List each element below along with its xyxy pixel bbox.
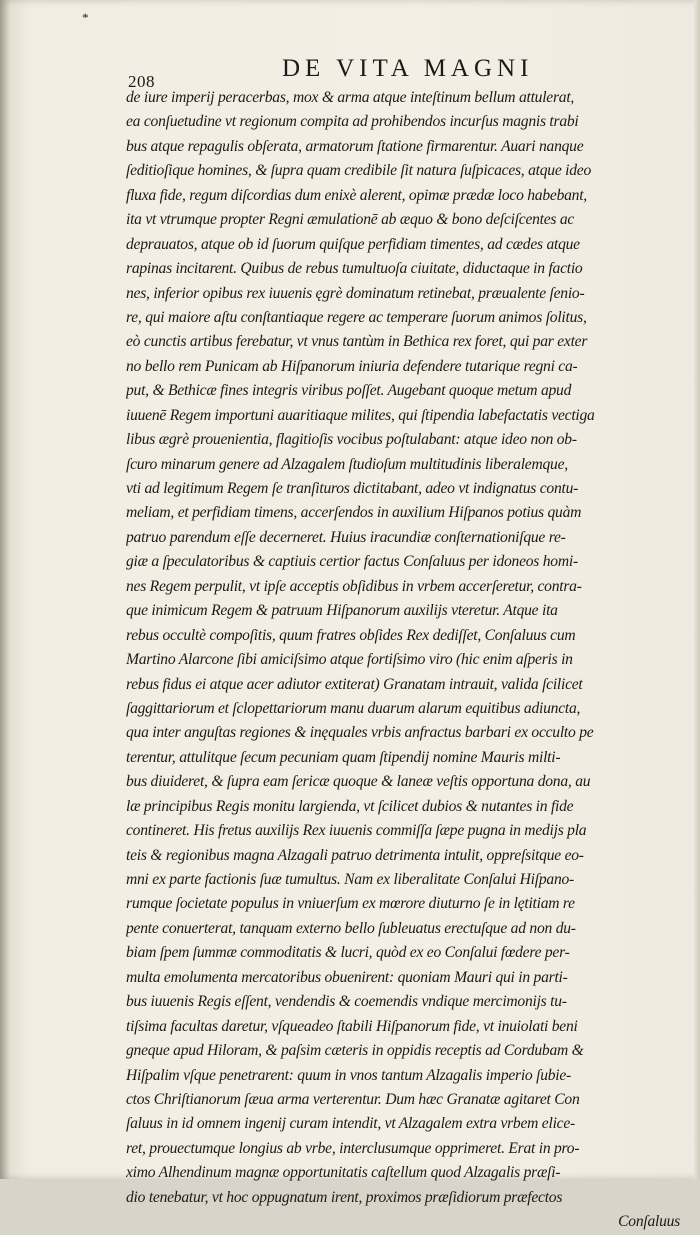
page-number: 208 <box>128 72 155 91</box>
running-head: DE VITA MAGNI <box>282 55 534 82</box>
text-line: fluxa fide, regum diſcordias dum enixè alerent, opimæ prædæ loco habebant, <box>126 186 587 204</box>
text-line: ea conſuetudine vt regionum compita ad prohibendos incurſus magnis trabi <box>126 113 579 131</box>
text-line: put, & Bethicæ fines integris viribus poſſet. Augebant quoque metum apud <box>126 382 572 400</box>
text-line: ſaggittariorum et ſclopettariorum manu duarum alarum equitibus adiuncta, <box>126 699 581 717</box>
text-line: eò cunctis artibus ferebatur, vt vnus tantùm in Bethica rex foret, qui par exter <box>126 333 588 351</box>
text-line: rapinas incitarent. Quibus de rebus tumultuoſa ciuitate, diductaque in factio <box>126 260 583 278</box>
text-line: ret, prouectumque longius ab vrbe, interclusumque opprimeret. Erat in pro- <box>126 1139 580 1157</box>
body-text <box>126 86 686 1235</box>
text-line: læ principibus Regis monitu largienda, vt ſcilicet dubios & nutantes in fide <box>126 797 574 815</box>
text-line: pente conuerterat, tanquam externo bello ſubleuatus erectuſque ad non du- <box>126 919 576 937</box>
text-line: patruo parendum eſſe decerneret. Huius iracundiæ conſternationiſque re- <box>126 528 566 546</box>
text-line: no bello rem Punicam ab Hiſpanorum iniuria defendere tutarique regni ca- <box>126 357 578 375</box>
text-line: iuuenē Regem importuni auaritiaque milites, qui ſtipendia labefactatis vectiga <box>126 406 595 424</box>
text-line: Hiſpalim vſque penetrarent: quum in vnos tantum Alzagalis imperio ſubie- <box>126 1066 572 1084</box>
text-line: ſcuro minarum genere ad Alzagalem ſtudioſum multitudinis liberalemque, <box>126 455 568 473</box>
text-line: meliam, et perfidiam timens, accerſendos in auxilium Hiſpanos potius quàm <box>126 504 582 522</box>
text-line: ctos Chriſtianorum ſæua arma verterentur. Dum hæc Granatæ agitaret Con <box>126 1090 580 1108</box>
text-line: ſeditioſique homines, & ſupra quam credibile ſit natura ſuſpicaces, atque ideo <box>126 162 591 180</box>
text-line: biam ſpem ſummæ commoditatis & lucri, quòd ex eo Conſalui fœdere per- <box>126 944 570 962</box>
corner-ornament: * <box>82 10 89 25</box>
text-line: giæ a ſpeculatoribus & captiuis certior factus Conſaluus per idoneos homi- <box>126 553 578 571</box>
text-line: ita vt vtrumque propter Regni æmulationē ab æquo & bono deſciſcentes ac <box>126 211 575 229</box>
text-line: re, qui maiore aſtu conſtantiaque regere ac temperare ſuorum animos ſolitus, <box>126 308 587 326</box>
text-line: vti ad legitimum Regem ſe tranſituros dictitabant, adeo vt indignatus contu- <box>126 480 579 497</box>
text-line: ſaluus in id omnem ingenij curam intendit, vt Alzagalem extra vrbem elice- <box>126 1115 575 1133</box>
text-line: rumque ſocietate populus in vniuerſum ex mœrore diuturno ſe in lętitiam re <box>126 895 575 913</box>
text-line: multa emolumenta mercatoribus obuenirent: quoniam Mauri qui in parti- <box>126 968 568 986</box>
text-line: bus diuideret, & ſupra eam ſericæ quoque & laneæ veſtis opportuna dona, au <box>126 773 591 791</box>
text-line: deprauatos, atque ob id ſuorum quiſque perfidiam timentes, ad cædes atque <box>126 235 580 253</box>
text-line: nes, inferior opibus rex iuuenis ęgrè dominatum retinebat, præualente ſenio- <box>126 284 585 302</box>
text-line: teis & regionibus magna Alzagali patruo detrimenta intulit, oppreſsitque eo- <box>126 846 584 864</box>
text-line: dio tenebatur, vt hoc oppugnatum irent, proximos præſidiorum præfectos <box>126 1188 563 1206</box>
text-line: libus ægrè prouenientia, flagitioſis vocibus poſtulabant: atque ideo non ob- <box>126 431 577 449</box>
catchword: Conſaluus <box>618 1213 680 1231</box>
text-line: terentur, attulitque ſecum pecuniam quam ſtipendij nomine Mauris milti- <box>126 748 561 766</box>
text-line: tiſsima facultas daretur, vſqueadeo ſtabili Hiſpanorum fide, vt inuiolati beni <box>126 1017 578 1035</box>
text-line: contineret. His fretus auxilijs Rex iuuenis commiſſa ſæpe pugna in medijs pla <box>126 822 587 840</box>
text-line: que inimicum Regem & patruum Hiſpanorum auxilijs vteretur. Atque ita <box>126 602 558 620</box>
page-edge <box>694 0 700 1179</box>
text-line: gneque apud Hiloram, & paſsim cæteris in oppidis receptis ad Cordubam & <box>126 1042 584 1060</box>
text-line: rebus occultè compoſitis, quum fratres obſides Rex dediſſet, Conſaluus cum <box>126 626 576 644</box>
text-line: de iure imperij peracerbas, mox & arma atque inteſtinum bellum attulerat, <box>126 89 575 106</box>
text-line: bus atque repagulis obſerata, armatorum ſtatione firmarentur. Auari nanque <box>126 137 584 155</box>
text-line: mni ex parte factionis ſuæ tumultus. Nam ex liberalitate Conſalui Hiſpano- <box>126 871 574 888</box>
text-line: ximo Alhendinum magnæ opportunitatis caſtellum quod Alzagalis præſi- <box>126 1164 561 1182</box>
text-line: nes Regem perpulit, vt ipſe acceptis obſidibus in vrbem accerſeretur, contra- <box>126 577 582 595</box>
text-line: qua inter anguſtas regiones & inęquales vrbis anfractus barbari ex occulto pe <box>126 724 594 742</box>
text-line: Martino Alarcone ſibi amiciſsimo atque fortiſsimo viro (hic enim aſperis in <box>126 651 573 669</box>
text-line: bus iuuenis Regis eſſent, vendendis & coemendis vndique mercimonijs tu- <box>126 993 567 1011</box>
text-line: rebus fidus ei atque acer adiutor extiterat) Granatam intrauit, valida ſcilicet <box>126 675 583 693</box>
